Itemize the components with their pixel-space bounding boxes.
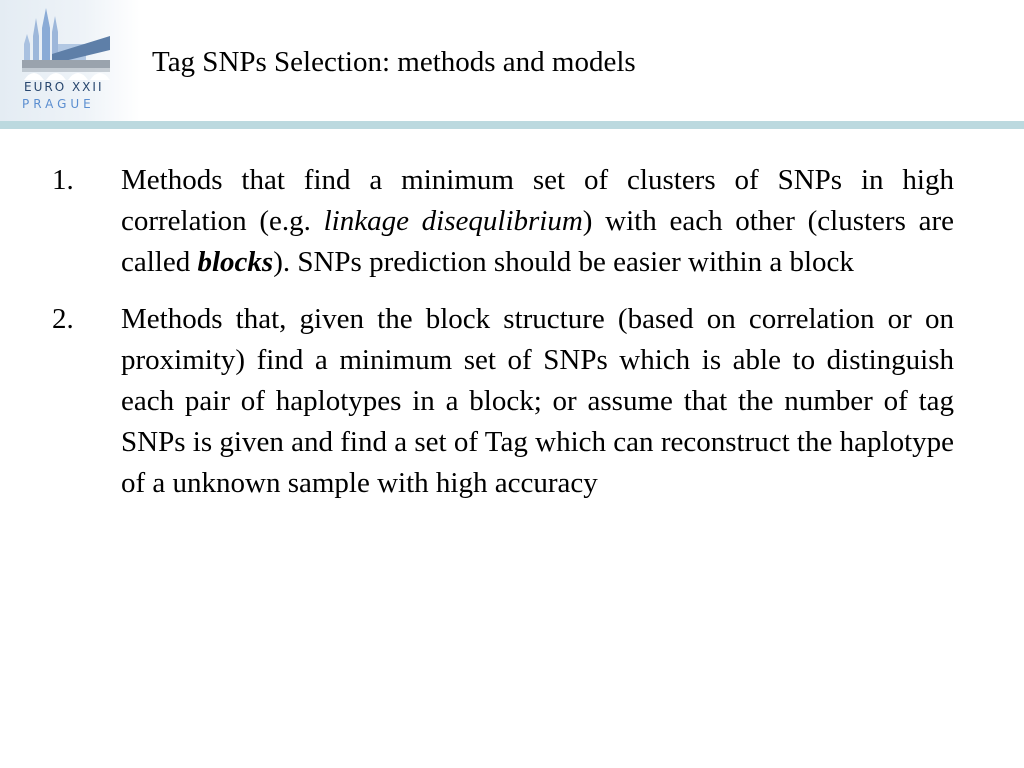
text-segment: ) with each other (clusters are called	[121, 205, 954, 278]
list-text: Methods that, given the block structure (based on correlation or on proximity) find a minimum set of SNPs which is able to distinguish each pair of haplotypes in a block; or assume that the number of tag SNPs is given and find a set of Tag which can reconstruct the haplotype of a unknown sample with high accuracy	[121, 303, 954, 499]
text-segment: Methods that find a minimum set of clusters of SNPs in high correlation (e.g.	[121, 164, 954, 237]
header-divider	[0, 121, 1024, 129]
list-number: 1.	[52, 164, 74, 196]
slide-title: Tag SNPs Selection: methods and models	[152, 46, 636, 78]
list-text	[121, 160, 954, 283]
logo-line2: PRAGUE	[22, 97, 95, 111]
logo-line1: EURO XXII	[24, 80, 104, 94]
numbered-list	[52, 160, 954, 520]
text-segment: ). SNPs prediction should be easier within a block	[273, 246, 854, 278]
bold-italic-term: blocks	[197, 246, 274, 278]
list-number: 2.	[52, 303, 74, 335]
list-item	[52, 160, 954, 283]
list-item	[52, 299, 954, 504]
prague-skyline-icon	[22, 8, 114, 80]
italic-term: linkage disequlibrium	[323, 205, 583, 237]
conference-logo	[0, 0, 140, 121]
